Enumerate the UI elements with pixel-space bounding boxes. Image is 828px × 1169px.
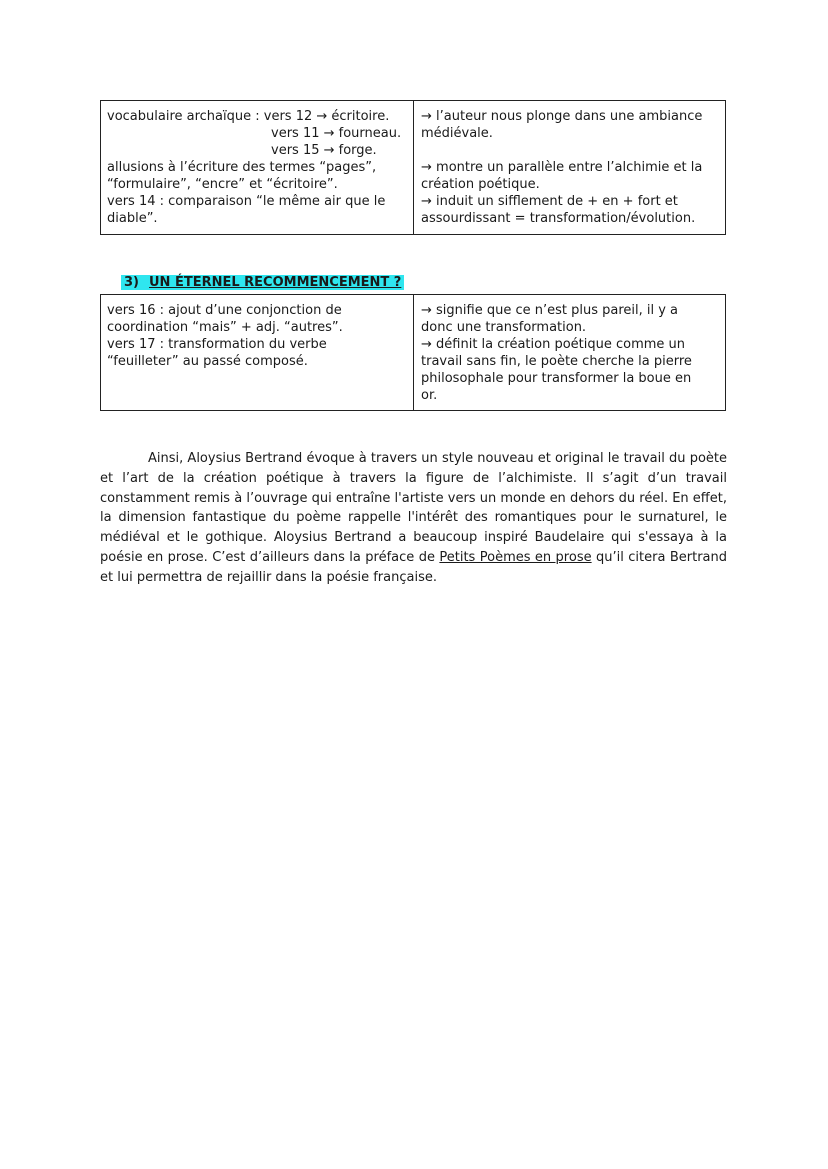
conclusion-paragraph [100,449,727,588]
table1-right-line: médiévale. [421,126,493,141]
table1-left-line: vers 14 : comparaison “le même air que le [107,194,386,209]
table2-right-line: donc une transformation. [421,320,587,335]
conclusion-text-before: Ainsi, Aloysius Bertrand évoque à travers un style nouveau et original le travail du poète et l’art de la création poétique à travers la figure de l’alchimiste. Il s’agit d’un travail constamment remis à l’ouvrage qui entraîne l'artiste vers un monde en dehors du réel. En effet, la dimension fantastique du poème rappelle l'intérêt des romantiques pour le surnaturel, le médiéval et le gothique. Aloysius Bertrand a beaucoup inspiré Baudelaire qui s'essaya à la poésie en prose. C’est d’ailleurs dans la préface de [100,451,727,565]
table2-left-cell [101,295,414,410]
conclusion-text [100,449,727,588]
table2-right-cell [414,295,725,410]
book-title: Petits Poèmes en prose [439,549,592,565]
table1-spacer [421,142,719,159]
table2-left-line: vers 17 : transformation du verbe [107,337,327,352]
table1-right-cell [414,101,725,234]
table1-right-line: création poétique. [421,177,540,192]
table1-right-line: → l’auteur nous plonge dans une ambiance [421,109,703,124]
table1-left-line: vers 15 → forge. [271,143,377,158]
section-3-title: UN ÉTERNEL RECOMMENCEMENT ? [149,275,402,290]
analysis-table-1 [100,100,726,235]
table1-right-line: assourdissant = transformation/évolution. [421,211,696,226]
table2-left-line: vers 16 : ajout d’une conjonction de [107,303,342,318]
table1-left-line: diable”. [107,211,158,226]
analysis-table-2 [100,294,726,411]
table2-right-line: travail sans fin, le poète cherche la pierre [421,354,692,369]
table1-left-line: “formulaire”, “encre” et “écritoire”. [107,177,338,192]
conclusion-text-after: qu’il citera Bertrand et lui permettra de rejaillir dans la poésie française. [100,549,728,585]
table1-left-line: allusions à l’écriture des termes “pages”, [107,160,377,175]
table2-right-line: → signifie que ce n’est plus pareil, il y a [421,303,679,318]
table1-left-line: vocabulaire archaïque : vers 12 → écritoire. [107,109,390,124]
section-3-number: 3) [124,275,139,290]
table1-right-line: → montre un parallèle entre l’alchimie et la [421,160,703,175]
table1-right-line: → induit un sifflement de + en + fort et [421,194,678,209]
table1-left-line: vers 11 → fourneau. [271,126,402,141]
table2-left-line: “feuilleter” au passé composé. [107,354,308,369]
table1-left-cell [101,101,414,234]
section-3-highlight [121,275,404,290]
table2-right-line: philosophale pour transformer la boue en [421,371,692,386]
table2-left-line: coordination “mais” + adj. “autres”. [107,320,343,335]
table2-right-line: → définit la création poétique comme un [421,337,686,352]
section-3-heading [121,274,404,291]
table2-right-line: or. [421,388,438,403]
